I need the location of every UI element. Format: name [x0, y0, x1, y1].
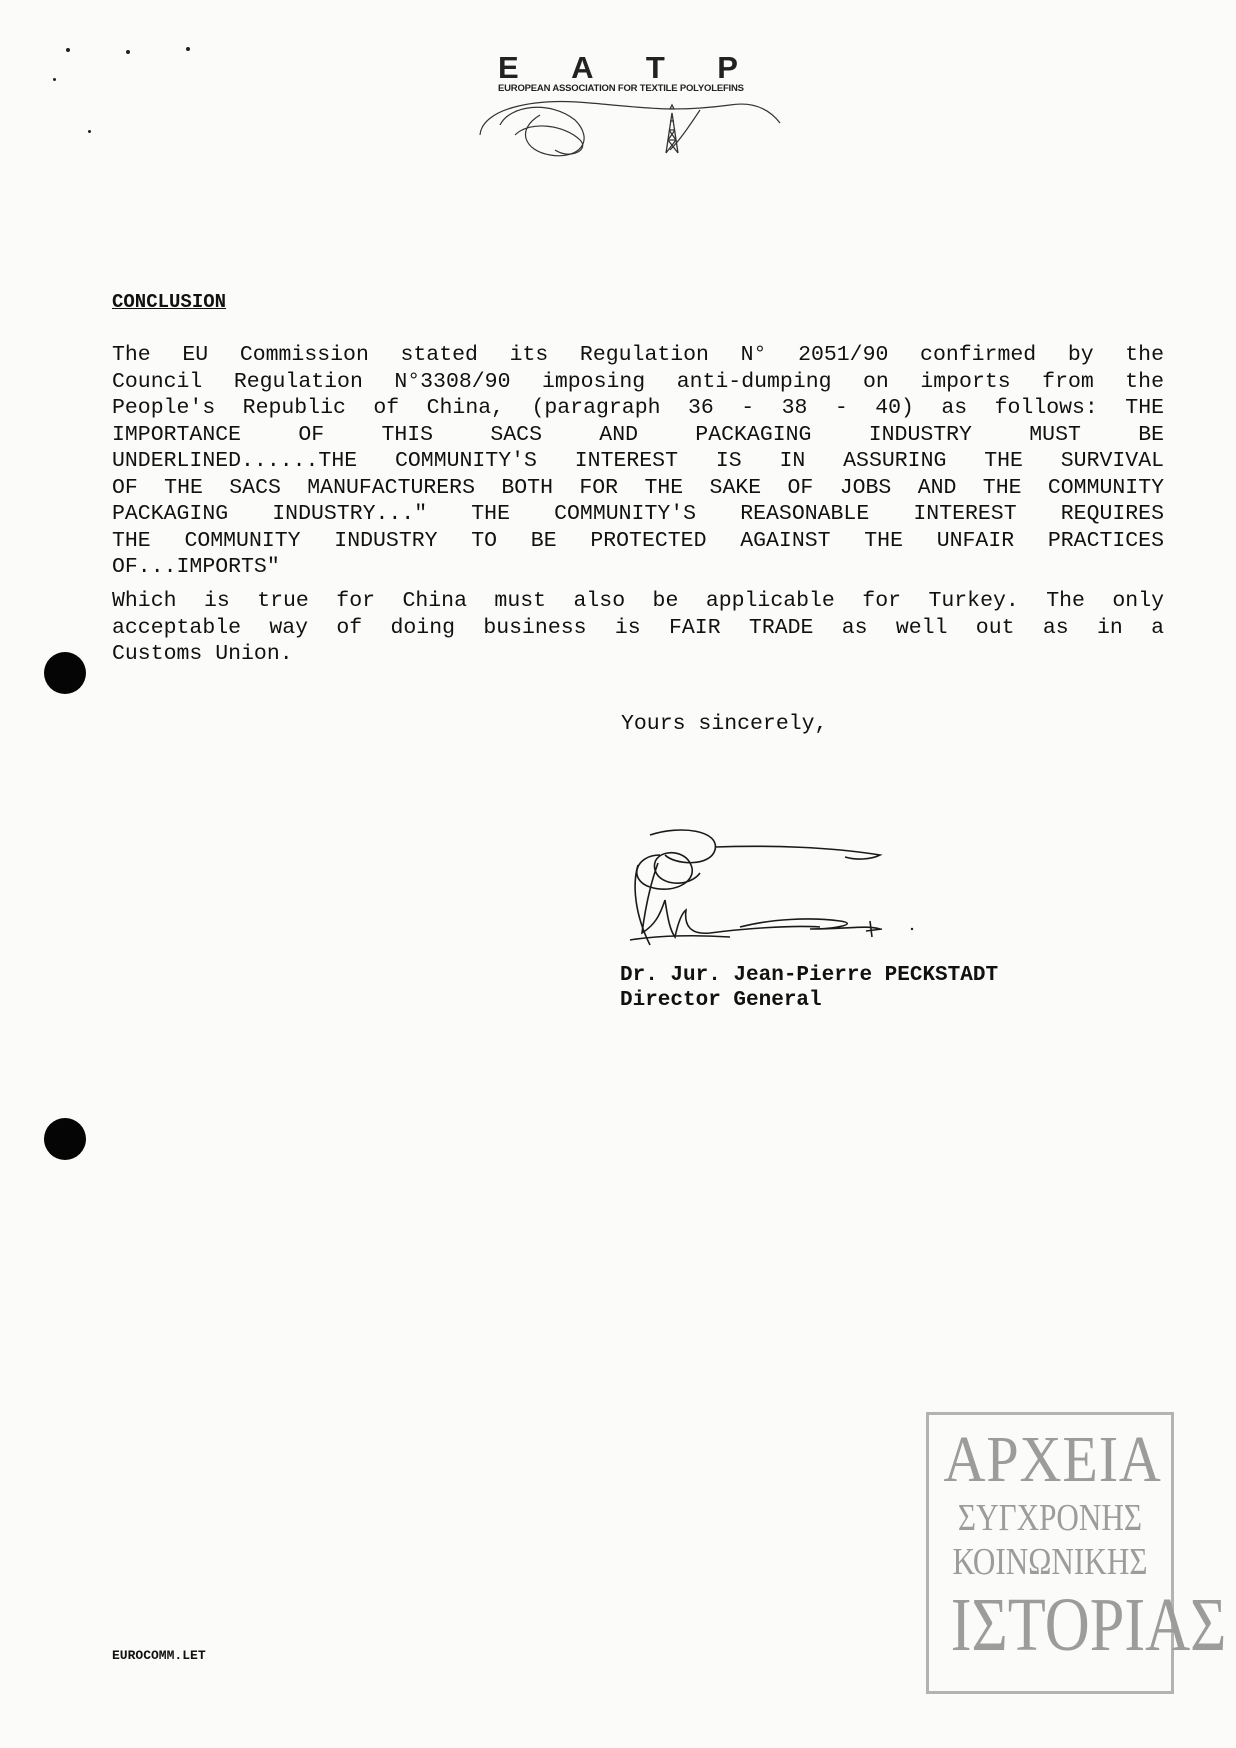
stamp-line: ΙΣΤΟΡΙΑΣ [950, 1583, 1227, 1667]
stamp-line: ΣΥΓΧΡΟΝΗΣ [957, 1497, 1143, 1539]
speck [126, 50, 130, 54]
turkey-paragraph [112, 588, 1164, 668]
punch-hole [44, 1118, 86, 1160]
paragraph-line: UNDERLINED......THE COMMUNITY'S INTEREST IS IN ASSURING THE SURVIVAL [112, 449, 1164, 473]
paragraph-line: People's Republic of China, (paragraph 36 - 38 - 40) as follows: THE [112, 396, 1164, 420]
paragraph-line: Customs Union. [112, 642, 293, 666]
handwritten-signature [620, 825, 940, 965]
signer-name: Dr. Jur. Jean-Pierre PECKSTADT [620, 964, 999, 987]
logo-swirl-graphic [470, 95, 790, 180]
signer-title: Director General [620, 989, 822, 1012]
speck [88, 130, 91, 133]
section-heading: CONCLUSION [112, 291, 227, 313]
logo-letters [498, 50, 738, 86]
eatp-logo [470, 50, 790, 180]
paragraph-line: Which is true for China must also be applicable for Turkey. The only [112, 589, 1164, 613]
logo-letter-t: T [645, 50, 665, 85]
speck [186, 47, 190, 51]
paragraph-line: OF THE SACS MANUFACTURERS BOTH FOR THE SAKE OF JOBS AND THE COMMUNITY [112, 475, 1164, 500]
paragraph-line: Council Regulation N°3308/90 imposing anti-dumping on imports from the [112, 369, 1164, 394]
speck [66, 48, 70, 52]
closing-salutation: Yours sincerely, [621, 712, 828, 736]
conclusion-paragraph [112, 342, 1164, 581]
oil-derrick-icon [666, 105, 678, 153]
paragraph-line: PACKAGING INDUSTRY..." THE COMMUNITY'S REASONABLE INTEREST REQUIRES [112, 502, 1164, 526]
punch-hole [44, 652, 86, 694]
paragraph-line: THE COMMUNITY INDUSTRY TO BE PROTECTED AGAINST THE UNFAIR PRACTICES [112, 528, 1164, 553]
paragraph-line: acceptable way of doing business is FAIR TRADE as well out as in a [112, 615, 1164, 640]
logo-letter-a: A [571, 50, 594, 85]
stamp-line: ΚΟΙΝΩΝΙΚΗΣ [952, 1541, 1148, 1583]
stamp-line: ΑΡΧΕΙΑ [943, 1423, 1162, 1496]
speck [53, 78, 56, 81]
paragraph-line: The EU Commission stated its Regulation N° 2051/90 confirmed by the [112, 343, 1164, 367]
paragraph-line: IMPORTANCE OF THIS SACS AND PACKAGING INDUSTRY MUST BE [112, 422, 1164, 447]
signer-block [620, 963, 998, 1013]
file-reference: EUROCOMM.LET [112, 1648, 206, 1663]
archive-stamp [926, 1412, 1227, 1694]
logo-subtitle: EUROPEAN ASSOCIATION FOR TEXTILE POLYOLEFINS [498, 83, 744, 94]
logo-letter-p: P [717, 50, 738, 85]
logo-letter-e: E [498, 50, 519, 85]
paragraph-line: OF...IMPORTS" [112, 555, 280, 579]
